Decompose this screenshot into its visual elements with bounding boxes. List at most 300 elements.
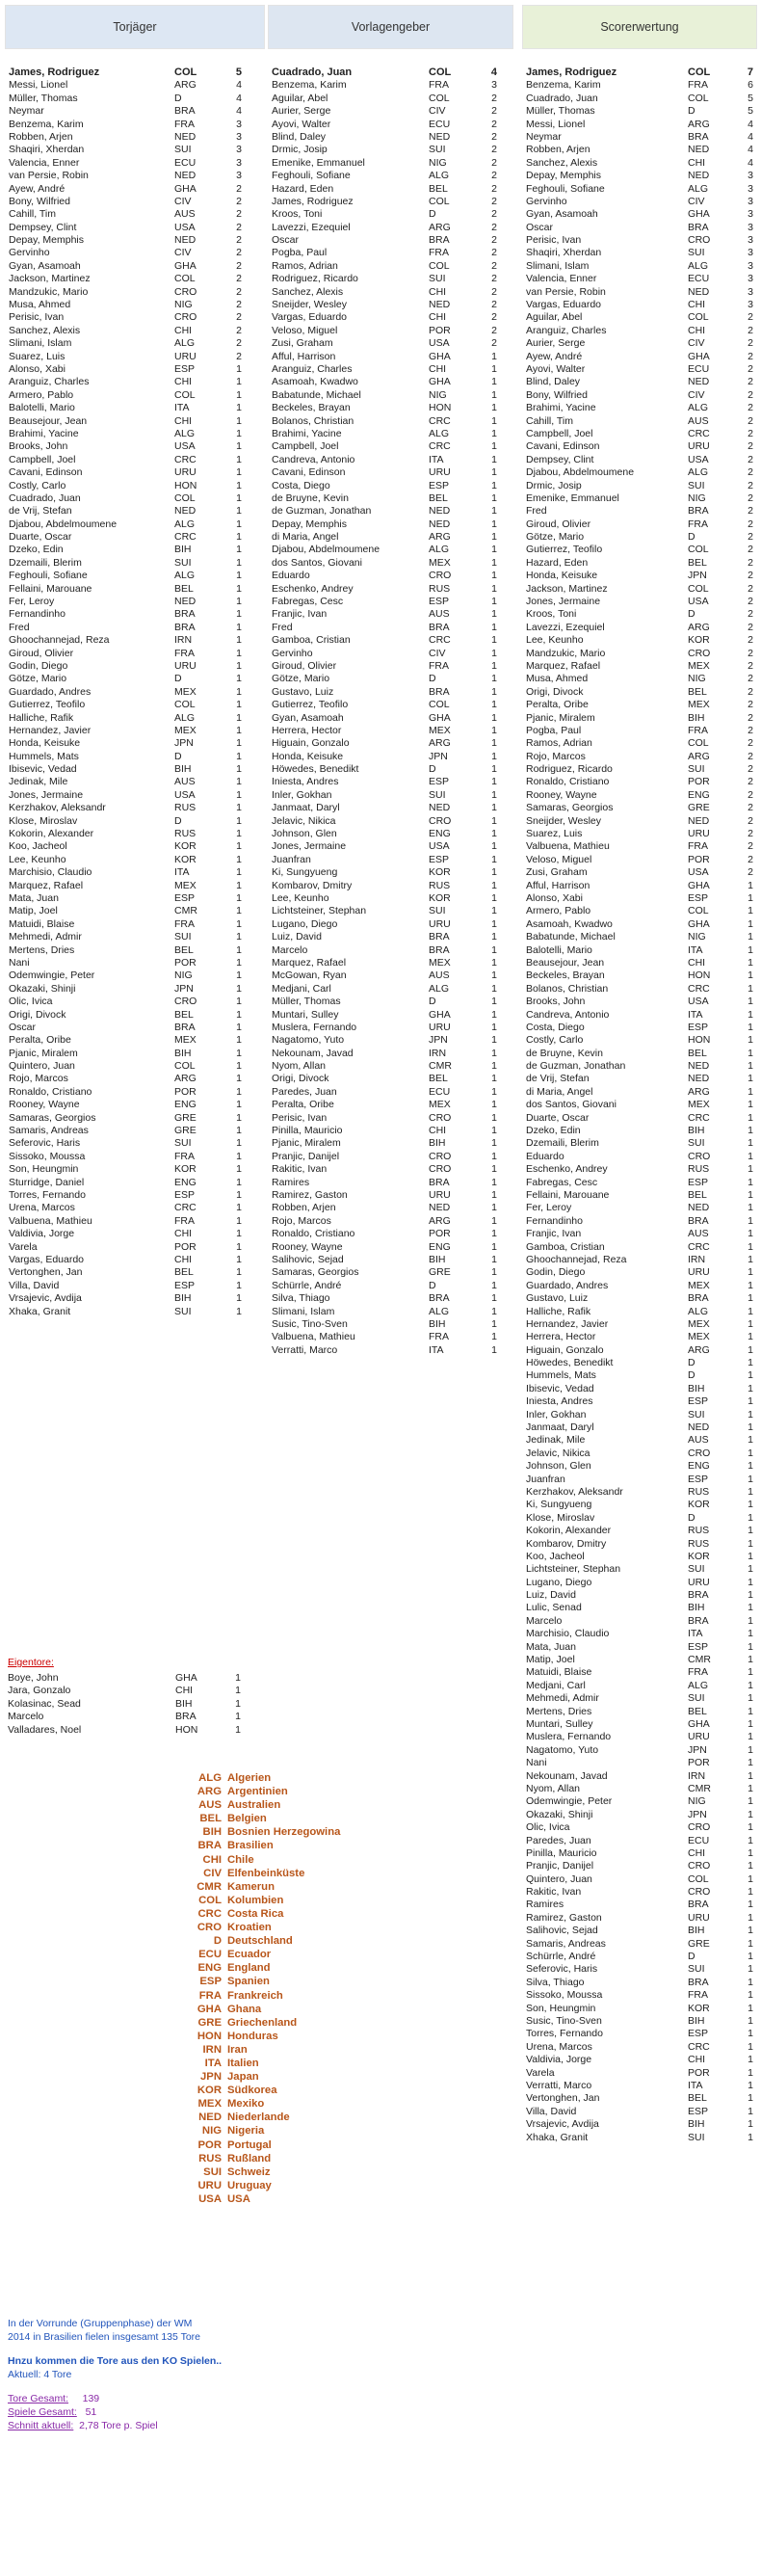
country-code: USA <box>174 221 196 233</box>
table-row <box>522 415 757 428</box>
count: 1 <box>748 1369 753 1382</box>
table-row <box>522 363 757 376</box>
count: 1 <box>748 1008 753 1021</box>
count: 1 <box>491 531 497 544</box>
player-name: Afful, Harrison <box>272 350 336 362</box>
country-code: D <box>688 1951 695 1963</box>
player-name: Dempsey, Clint <box>526 453 594 465</box>
country-legend-item <box>191 2111 441 2124</box>
count: 2 <box>748 491 753 504</box>
player-name: Paredes, Juan <box>272 1085 337 1098</box>
table-row <box>522 208 757 221</box>
count: 1 <box>491 1099 497 1111</box>
country-code: GRE <box>174 1125 197 1137</box>
player-name: Kombarov, Dmitry <box>272 879 353 891</box>
table-row <box>522 1899 757 1911</box>
table-row <box>5 402 265 414</box>
count: 1 <box>236 556 242 569</box>
count: 1 <box>491 1008 497 1021</box>
count: 1 <box>748 1305 753 1317</box>
count: 1 <box>236 1125 242 1137</box>
count: 4 <box>748 118 753 130</box>
player-name: Varela <box>526 2066 555 2079</box>
table-row <box>522 789 757 802</box>
country-legend-item <box>191 1867 441 1880</box>
count: 1 <box>491 1073 497 1085</box>
player-name: Hernandez, Javier <box>526 1317 609 1330</box>
table-row <box>268 815 513 828</box>
player-name: Jedinak, Mile <box>9 776 68 788</box>
player-name: McGowan, Ryan <box>272 969 347 982</box>
count: 1 <box>748 996 753 1008</box>
country-code: BEL <box>174 1008 194 1021</box>
player-name: Balotelli, Mario <box>526 943 592 956</box>
country-legend-item <box>191 1975 441 1988</box>
count: 3 <box>236 118 242 130</box>
table-row <box>268 570 513 582</box>
table-row <box>5 1292 265 1305</box>
country-code: CRC <box>174 1202 197 1214</box>
country-code: CRC <box>197 1907 222 1920</box>
count: 1 <box>748 1614 753 1627</box>
count: 2 <box>491 337 497 350</box>
country-name: Griechenland <box>227 2016 298 2029</box>
table-row <box>522 944 757 957</box>
table-row <box>268 544 513 556</box>
country-code: NED <box>429 130 451 143</box>
country-code: NED <box>688 814 710 827</box>
country-code: D <box>174 750 182 762</box>
count: 3 <box>491 79 497 92</box>
count: 2 <box>236 273 242 285</box>
table-row <box>522 712 757 725</box>
player-name: Jara, Gonzalo <box>8 1685 71 1697</box>
country-code: ARG <box>174 1073 197 1085</box>
player-name: Cavani, Edinson <box>9 466 83 479</box>
country-code: COL <box>688 92 709 104</box>
country-code: CRO <box>197 1922 222 1934</box>
player-name: Johnson, Glen <box>526 1460 591 1473</box>
table-row <box>268 402 513 414</box>
count: 2 <box>748 376 753 388</box>
country-code: ESP <box>688 1395 709 1408</box>
count: 3 <box>748 170 753 182</box>
table-row <box>5 428 265 440</box>
player-name: Zusi, Graham <box>272 337 333 350</box>
table-row <box>522 234 757 247</box>
country-code: COL <box>174 273 196 285</box>
country-code: CRO <box>429 1111 452 1124</box>
table-row <box>268 247 513 259</box>
count: 1 <box>748 1808 753 1820</box>
count: 1 <box>748 1034 753 1047</box>
table-row <box>522 1048 757 1060</box>
table-row <box>522 1099 757 1111</box>
table-row <box>5 363 265 376</box>
table-row <box>522 144 757 156</box>
count: 1 <box>748 943 753 956</box>
count: 2 <box>748 337 753 350</box>
count: 1 <box>236 763 242 776</box>
count: 3 <box>748 221 753 233</box>
country-legend-item <box>191 1921 441 1934</box>
country-code: SUI <box>174 1305 192 1317</box>
country-code: BRA <box>429 1292 450 1305</box>
count: 1 <box>748 1563 753 1576</box>
table-row <box>268 1048 513 1060</box>
table-row <box>5 983 265 996</box>
player-name: Cavani, Edinson <box>526 440 600 453</box>
player-name: Son, Heungmin <box>9 1163 79 1176</box>
table-row <box>268 712 513 725</box>
table-row <box>8 1685 258 1697</box>
player-name: Armero, Pablo <box>9 388 74 401</box>
count: 1 <box>748 1073 753 1085</box>
country-code: ARG <box>429 1214 451 1227</box>
count: 2 <box>491 311 497 324</box>
count: 2 <box>748 608 753 621</box>
table-row <box>522 660 757 673</box>
country-code: AUS <box>429 969 450 982</box>
player-name: Valencia, Enner <box>9 156 80 169</box>
player-name: Perisic, Ivan <box>526 234 582 247</box>
count: 2 <box>491 324 497 336</box>
country-code: KOR <box>429 866 451 879</box>
country-code: SUI <box>174 1137 192 1150</box>
country-code: URU <box>688 1911 710 1924</box>
country-code: COL <box>429 259 450 272</box>
country-code: BIH <box>688 2014 705 2027</box>
table-row <box>522 119 757 131</box>
country-code: ESP <box>688 1021 709 1033</box>
country-code: KOR <box>688 2002 710 2014</box>
country-name: Deutschland <box>227 1935 293 1948</box>
player-name: Veloso, Miguel <box>272 324 338 336</box>
table-row <box>268 905 513 917</box>
player-name: Muntari, Sulley <box>272 1008 339 1021</box>
table-row <box>522 763 757 776</box>
count: 1 <box>748 1537 753 1550</box>
country-code: ESP <box>688 1640 709 1653</box>
player-name: Kroos, Toni <box>272 208 323 221</box>
player-name: Samaras, Georgios <box>272 1266 359 1279</box>
country-code: NED <box>688 1060 710 1073</box>
country-legend-item <box>191 1880 441 1894</box>
count: 1 <box>236 1228 242 1240</box>
table-row <box>5 583 265 596</box>
count: 1 <box>748 1266 753 1279</box>
country-code: ENG <box>429 828 451 840</box>
table-row <box>522 157 757 170</box>
count: 1 <box>236 917 242 930</box>
country-code: SUI <box>429 144 446 156</box>
table-row <box>5 208 265 221</box>
table-row <box>522 815 757 828</box>
player-name: Perisic, Ivan <box>9 311 65 324</box>
count: 1 <box>748 1240 753 1253</box>
country-code: NIG <box>688 931 706 943</box>
country-code: KOR <box>174 1163 197 1176</box>
table-row <box>268 505 513 518</box>
player-name: Balotelli, Mario <box>9 402 75 414</box>
count: 1 <box>236 608 242 621</box>
country-code: CHI <box>688 2054 706 2066</box>
table-row <box>522 622 757 634</box>
table-row <box>5 751 265 763</box>
table-row <box>522 325 757 337</box>
count: 4 <box>236 92 242 104</box>
table-row <box>522 2118 757 2131</box>
table-row <box>268 1228 513 1240</box>
player-name: Peralta, Oribe <box>526 699 589 711</box>
player-name: Feghouli, Sofiane <box>9 570 88 582</box>
player-name: Rakitic, Ivan <box>526 1886 582 1899</box>
country-code: NED <box>688 1073 710 1085</box>
count: 1 <box>491 685 497 698</box>
table-row <box>522 557 757 570</box>
count: 1 <box>748 1795 753 1808</box>
country-code: ALG <box>429 170 450 182</box>
count: 3 <box>236 130 242 143</box>
player-name: Klose, Miroslav <box>526 1511 595 1524</box>
table-row <box>268 608 513 621</box>
count: 1 <box>236 699 242 711</box>
count: 2 <box>748 763 753 776</box>
table-row <box>522 1795 757 1808</box>
table-row <box>5 699 265 711</box>
table-row <box>522 1989 757 2002</box>
count: 1 <box>491 1047 497 1059</box>
count: 2 <box>748 699 753 711</box>
count: 1 <box>236 1060 242 1073</box>
table-row <box>522 1241 757 1254</box>
count: 2 <box>748 414 753 427</box>
vorlagengeber-list <box>268 49 513 1357</box>
country-code: BRA <box>429 943 450 956</box>
table-row <box>5 376 265 388</box>
player-name: Ronaldo, Cristiano <box>9 1085 92 1098</box>
country-code: SUI <box>688 479 705 491</box>
country-code: SUI <box>429 788 446 801</box>
player-name: di Maria, Angel <box>272 531 339 544</box>
count: 1 <box>491 1060 497 1073</box>
player-name: Jelavic, Nikica <box>526 1447 590 1459</box>
player-name: Eschenko, Andrey <box>526 1163 608 1176</box>
country-code: GHA <box>174 182 197 195</box>
country-name: Nigeria <box>227 2125 265 2138</box>
count: 1 <box>236 634 242 647</box>
table-row <box>268 1344 513 1357</box>
country-code: CIV <box>429 647 446 659</box>
table-row <box>522 648 757 660</box>
country-code: FRA <box>174 917 195 930</box>
count: 2 <box>748 518 753 530</box>
table-row <box>522 596 757 608</box>
player-name: Costly, Carlo <box>526 1034 584 1047</box>
count: 2 <box>236 195 242 207</box>
count: 4 <box>748 156 753 169</box>
player-name: Salihovic, Sejad <box>526 1925 598 1937</box>
vorlagengeber-header: Vorlagengeber <box>268 5 513 49</box>
country-code: BRA <box>688 1214 709 1227</box>
country-code: USA <box>688 596 709 608</box>
player-name: Pogba, Paul <box>526 724 582 736</box>
count: 1 <box>748 1911 753 1924</box>
country-code: GHA <box>688 208 710 221</box>
count: 1 <box>748 1757 753 1769</box>
country-code: CRO <box>429 1163 452 1176</box>
player-name: Marquez, Rafael <box>272 956 347 969</box>
table-row <box>522 131 757 144</box>
count: 1 <box>236 879 242 891</box>
player-name: Nagatomo, Yuto <box>272 1034 345 1047</box>
player-name: Honda, Keisuke <box>526 570 598 582</box>
country-code: MEX <box>429 1099 451 1111</box>
table-row <box>522 1086 757 1099</box>
player-name: Pinilla, Mauricio <box>526 1846 597 1859</box>
count: 1 <box>491 453 497 465</box>
country-code: ECU <box>429 118 451 130</box>
count: 1 <box>491 828 497 840</box>
player-name: de Guzman, Jonathan <box>526 1060 626 1073</box>
player-name: Pogba, Paul <box>272 247 328 259</box>
count: 1 <box>236 750 242 762</box>
player-name: Aurier, Serge <box>526 337 586 350</box>
player-name: Giroud, Olivier <box>272 659 337 672</box>
player-name: Fred <box>9 621 30 633</box>
country-code: NIG <box>688 673 706 685</box>
table-row <box>268 1331 513 1343</box>
count: 1 <box>491 402 497 414</box>
table-row <box>522 402 757 414</box>
player-name: Urena, Marcos <box>9 1202 75 1214</box>
country-name: Niederlande <box>227 2111 290 2124</box>
country-code: FRA <box>688 518 708 530</box>
count: 1 <box>748 1085 753 1098</box>
table-row <box>5 1189 265 1202</box>
player-name: Samaras, Georgios <box>9 1111 96 1124</box>
table-row <box>268 222 513 234</box>
country-code: HON <box>175 1723 198 1736</box>
country-code: CRO <box>429 814 452 827</box>
player-name: Nyom, Allan <box>272 1060 327 1073</box>
country-code: KOR <box>174 853 197 865</box>
country-code: ALG <box>174 337 196 350</box>
count: 1 <box>748 2014 753 2027</box>
player-name: Koo, Jacheol <box>9 840 67 853</box>
country-code: USA <box>688 996 709 1008</box>
player-name: Shaqiri, Xherdan <box>526 247 602 259</box>
country-code: D <box>429 673 436 685</box>
table-row <box>5 273 265 285</box>
count: 1 <box>748 1769 753 1782</box>
country-code: D <box>429 208 436 221</box>
player-name: Peralta, Oribe <box>9 1034 71 1047</box>
table-row <box>268 918 513 931</box>
table-row <box>522 1292 757 1305</box>
country-code: ITA <box>429 453 444 465</box>
table-row <box>5 557 265 570</box>
player-name: Valladares, Noel <box>8 1723 82 1736</box>
player-name: Rooney, Wayne <box>272 1240 343 1253</box>
country-name: England <box>227 1962 271 1975</box>
country-code-legend <box>191 1771 441 2206</box>
count: 2 <box>748 531 753 544</box>
player-name: Costa, Diego <box>526 1021 585 1033</box>
country-code: ARG <box>688 621 710 633</box>
player-name: Kerzhakov, Aleksandr <box>526 1485 623 1498</box>
count: 1 <box>236 1111 242 1124</box>
count: 1 <box>491 982 497 995</box>
player-name: Vrsajevic, Avdija <box>526 2118 599 2131</box>
table-row <box>5 1060 265 1073</box>
player-name: Gustavo, Luiz <box>272 685 334 698</box>
table-row <box>522 1641 757 1654</box>
country-code: CHI <box>429 362 447 375</box>
table-row <box>268 144 513 156</box>
country-legend-item <box>191 2097 441 2111</box>
table-row <box>268 1254 513 1266</box>
country-code: BIH <box>174 1047 192 1059</box>
tore-gesamt-label: Tore Gesamt: <box>8 2393 69 2404</box>
country-legend-item <box>191 2016 441 2030</box>
country-code: RUS <box>198 2152 222 2164</box>
country-code: BEL <box>429 1073 448 1085</box>
country-code: ESP <box>688 2105 709 2117</box>
country-code: SUI <box>203 2165 222 2178</box>
table-row <box>522 570 757 582</box>
country-code: RUS <box>429 879 451 891</box>
country-code: ALG <box>174 427 196 439</box>
player-name: Sanchez, Alexis <box>272 285 344 298</box>
country-code: ALG <box>688 1305 709 1317</box>
player-name: Oscar <box>272 234 300 247</box>
table-row <box>522 1718 757 1731</box>
table-row <box>522 737 757 750</box>
table-row <box>522 983 757 996</box>
country-code: JPN <box>200 2071 222 2084</box>
vorlagengeber-column <box>268 5 513 1357</box>
player-name: Dzemaili, Blerim <box>9 556 82 569</box>
country-code: BRA <box>175 1711 197 1723</box>
country-code: USA <box>174 440 196 453</box>
country-code: BEL <box>688 1705 707 1717</box>
player-name: Müller, Thomas <box>272 996 341 1008</box>
country-code: AUS <box>198 1799 222 1812</box>
country-code: POR <box>429 1228 451 1240</box>
table-row <box>268 725 513 737</box>
player-name: James, Rodriguez <box>526 66 617 78</box>
table-row <box>5 79 265 92</box>
count: 1 <box>748 1937 753 1950</box>
player-name: Rakitic, Ivan <box>272 1163 328 1176</box>
count: 2 <box>491 247 497 259</box>
table-row <box>268 1306 513 1318</box>
table-row <box>8 1724 258 1737</box>
player-name: Veloso, Miguel <box>526 853 592 865</box>
player-name: Ibisevic, Vedad <box>526 1382 594 1394</box>
count: 1 <box>236 711 242 724</box>
country-code: BIH <box>688 1382 705 1394</box>
player-name: Schürrle, André <box>526 1951 596 1963</box>
count: 1 <box>491 1292 497 1305</box>
player-name: Lavezzi, Ezequiel <box>526 621 605 633</box>
player-name: Fernandinho <box>526 1214 583 1227</box>
player-name: Lee, Keunho <box>272 892 329 904</box>
count: 1 <box>748 1317 753 1330</box>
note-line-3: Hnzu kommen die Tore aus den KO Spielen.. <box>8 2355 223 2367</box>
player-name: Cahill, Tim <box>526 414 574 427</box>
